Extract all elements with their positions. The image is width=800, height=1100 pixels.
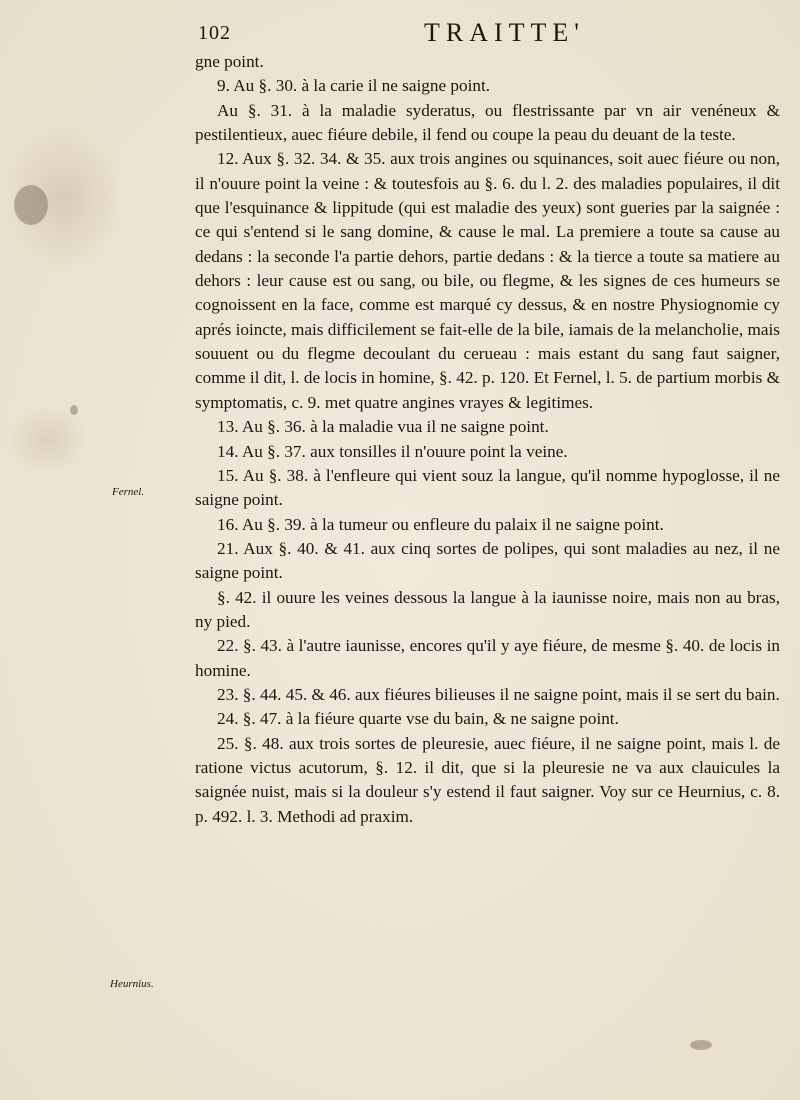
ink-spot — [70, 405, 78, 415]
ink-spot — [690, 1040, 712, 1050]
ink-stain — [14, 185, 48, 225]
margin-note-heurnius: Heurnius. — [110, 978, 154, 990]
page-header — [198, 18, 788, 47]
paragraph: 9. Au §. 30. à la carie il ne saigne point. — [217, 76, 491, 96]
page-number: 102 — [198, 22, 231, 44]
running-title: TRAITTE' — [424, 18, 585, 47]
margin-note-fernel: Fernel. — [112, 486, 145, 498]
body-text — [195, 50, 780, 829]
paragraph: 23. §. 44. 45. & 46. aux fiéures bilieuses il ne saigne point, mais il se sert du bain. — [217, 684, 780, 704]
paragraph: 24. §. 47. à la fiéure quarte vse du bain, & ne saigne point. — [217, 709, 619, 729]
paragraph: 21. Aux §. 40. & 41. aux cinq sortes de polipes, qui sont maladies au nez, il ne saigne point. — [195, 538, 780, 583]
paragraph: gne point. — [195, 52, 264, 71]
paragraph: Au §. 31. à la maladie syderatus, ou flestrissante par vn air venéneux & pestilentieux, auec fiéure debile, il fend ou coupe la peau du deuant de la teste. — [195, 100, 780, 145]
paragraph: 22. §. 43. à l'autre iaunisse, encores qu'il y aye fiéure, de mesme §. 40. de locis in homine. — [195, 636, 780, 680]
paragraph: 25. §. 48. aux trois sortes de pleuresie, auec fiéure, il ne saigne point, mais l. de ratione victus acutorum, §. 12. il dit, que si la pleuresie ne va aux clauicules la saignée nuist, mais si la douleur s'y estend il faut saigner. Voy sur ce Heurnius, c. 8. p. 492. l. 3. Methodi ad praxim. — [195, 733, 780, 826]
paragraph: 12. Aux §. 32. 34. & 35. aux trois angines ou squinances, soit auec fiéure ou non, il n'ouure point la veine : & toutesfois au §. 6. du l. 2. des maladies populaires, il dit que l'esquinance & lippitude (qui est maladie des yeux) sont gueries par la saignée : ce qui s'entend si le sang domine, & cause le mal. La premiere a toute sa cause au dedans : la seconde l'a partie dehors, partie dedans : & la tierce a toute sa matiere au dehors : leur cause est ou sang, ou bile, ou flegme, & les signes de ces humeurs se cognoissent en la face, comme est marqué cy dessus, & en nostre Physiognomie cy aprés ioincte, mais difficilement se fait-elle de la bile, iamais de la melancholie, mais souuent ou du flegme decoulant du cerueau : mais estant du sang faut saigner, comme il dit, l. de locis in homine, §. 42. p. 120. Et Fernel, l. 5. de partium morbis & symptomatis, c. 9. met quatre angines vrayes & legitimes. — [195, 149, 780, 412]
paragraph: 14. Au §. 37. aux tonsilles il n'ouure point la veine. — [217, 441, 568, 461]
paragraph: §. 42. il ouure les veines dessous la langue à la iaunisse noire, mais non au bras, ny pied. — [195, 587, 780, 631]
paragraph: 13. Au §. 36. à la maladie vua il ne saigne point. — [217, 417, 549, 437]
paragraph: 16. Au §. 39. à la tumeur ou enfleure du palaix il ne saigne point. — [217, 514, 664, 534]
paragraph: 15. Au §. 38. à l'enfleure qui vient souz la langue, qu'il nomme hypoglosse, il ne saigne point. — [195, 465, 780, 510]
